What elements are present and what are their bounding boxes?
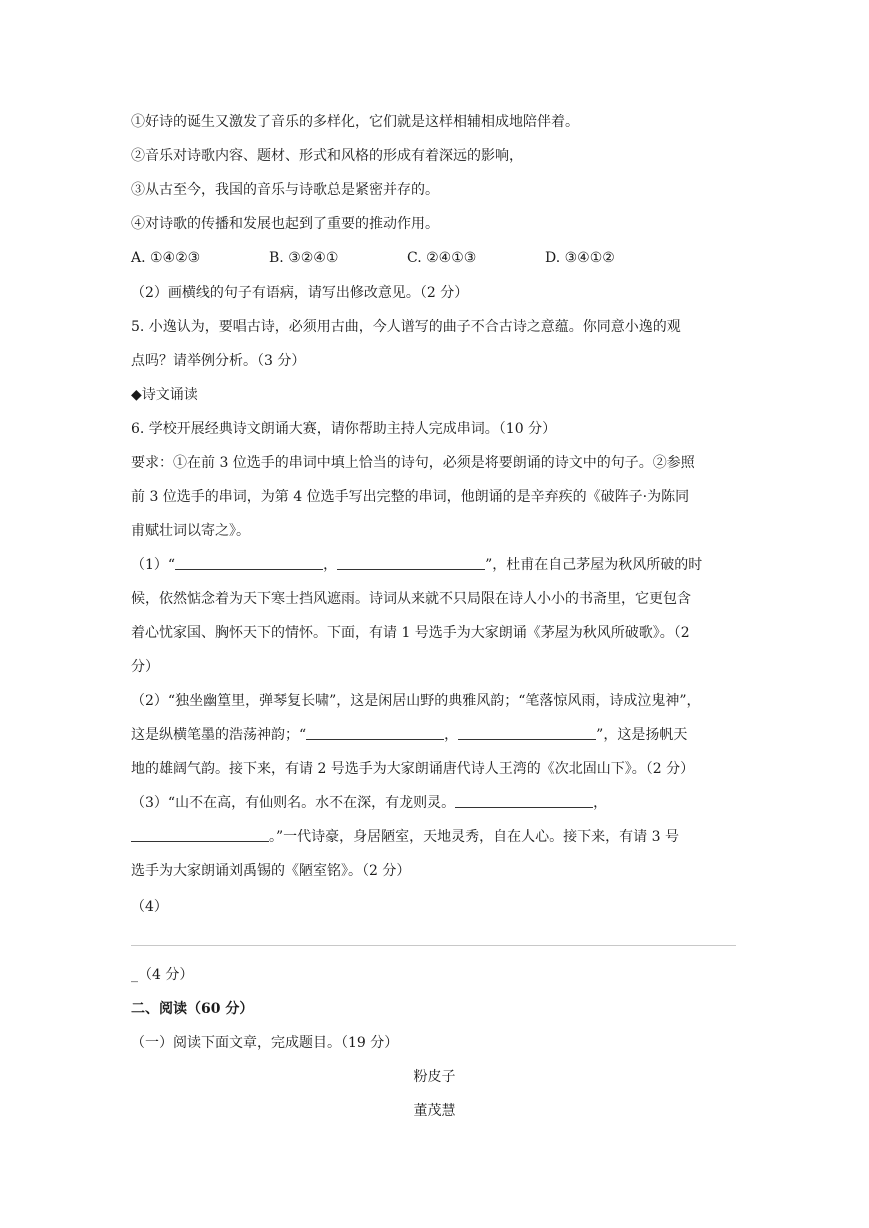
reading-1-intro: （一）阅读下面文章，完成题目。（19 分） <box>131 1035 399 1051</box>
part-1-line1 <box>131 555 702 575</box>
order-item-3: ③从古至今，我国的音乐与诗歌总是紧密并存的。 <box>131 182 439 198</box>
question-6-title: 6. 学校开展经典诗文朗诵大赛，请你帮助主持人完成串词。（10 分） <box>131 421 557 437</box>
part-2-prefix: 这是纵横笔墨的浩荡神韵；“ <box>131 727 307 743</box>
part-2-sep: ， <box>444 727 459 743</box>
part-2-line1: （2）“独坐幽篁里，弹琴复长啸”，这是闲居山野的典雅风韵；“笔落惊风雨，诗成泣鬼神”， <box>131 693 701 709</box>
part-3-line2 <box>131 827 679 847</box>
part-3-prefix: （3）“山不在高，有仙则名。水不在深，有龙则灵。 <box>131 795 456 811</box>
option-c: C. ②④①③ <box>407 250 477 266</box>
options-row <box>131 248 615 268</box>
part-3-line3: 选手为大家朗诵刘禹锡的《陋室铭》。（2 分） <box>131 863 411 879</box>
order-item-2: ②音乐对诗歌内容、题材、形式和风格的形成有着深远的影响， <box>131 148 523 164</box>
part-4-label: （4） <box>131 899 168 915</box>
question-5-line2: 点吗？请举例分析。（3 分） <box>131 353 306 369</box>
part-1-prefix: （1）“ <box>131 557 176 573</box>
part-2-after: ”，这是扬帆天 <box>596 727 688 743</box>
question-6-req2: 前 3 位选手的串词，为第 4 位选手写出完整的串词，他朗诵的是辛弃疾的《破阵子·为陈同 <box>131 489 690 505</box>
part-3-blank-b[interactable] <box>131 827 269 842</box>
article-title: 粉皮子 <box>413 1069 456 1085</box>
part-1-blank-a[interactable] <box>175 555 323 570</box>
part-3-line1 <box>131 793 607 813</box>
part-1-sep: ， <box>323 557 338 573</box>
part-1-after: ”，杜甫在自己茅屋为秋风所破的时 <box>485 557 703 573</box>
part-4-end: _（4 分） <box>131 967 194 983</box>
part-1-line2: 候，依然惦念着为天下寒士挡风遮雨。诗词从来就不只局限在诗人小小的书斋里，它更包含 <box>131 591 691 607</box>
section-2-heading: 二、阅读（60 分） <box>131 1001 254 1017</box>
part-1-line4: 分） <box>131 659 159 675</box>
part-2-line2 <box>131 725 687 745</box>
question-5-line1: 5. 小逸认为，要唱古诗，必须用古曲，今人谱写的曲子不合古诗之意蕴。你同意小逸的观 <box>131 319 681 335</box>
part-2-blank-b[interactable] <box>458 725 596 740</box>
question-6-req3: 甫赋壮词以寄之》。 <box>131 523 250 539</box>
question-4-2: （2）画横线的句子有语病，请写出修改意见。（2 分） <box>131 285 469 301</box>
section-recite-heading: ◆诗文诵读 <box>131 387 198 403</box>
part-4-answer-line[interactable] <box>131 945 736 946</box>
option-a: A. ①④②③ <box>131 250 201 266</box>
part-2-line3: 地的雄阔气韵。接下来，有请 2 号选手为大家朗诵唐代诗人王湾的《次北固山下》。（2 分） <box>131 761 695 777</box>
part-1-blank-b[interactable] <box>337 555 485 570</box>
order-item-1: ①好诗的诞生又激发了音乐的多样化，它们就是这样相辅相成地陪伴着。 <box>131 114 579 130</box>
article-author: 董茂慧 <box>413 1103 456 1119</box>
part-1-line3: 着心忧家国、胸怀天下的情怀。下面，有请 1 号选手为大家朗诵《茅屋为秋风所破歌》。（2 <box>131 625 690 641</box>
order-item-4: ④对诗歌的传播和发展也起到了重要的推动作用。 <box>131 216 439 232</box>
part-3-blank-a[interactable] <box>455 793 593 808</box>
option-d: D. ③④①② <box>545 250 615 266</box>
part-3-after1: ， <box>593 795 608 811</box>
part-2-blank-a[interactable] <box>306 725 444 740</box>
option-b: B. ③②④① <box>269 250 339 266</box>
part-3-after2: 。”一代诗豪，身居陋室，天地灵秀，自在人心。接下来，有请 3 号 <box>269 829 679 845</box>
question-6-req1: 要求：①在前 3 位选手的串词中填上恰当的诗句，必须是将要朗诵的诗文中的句子。②参照 <box>131 455 695 471</box>
